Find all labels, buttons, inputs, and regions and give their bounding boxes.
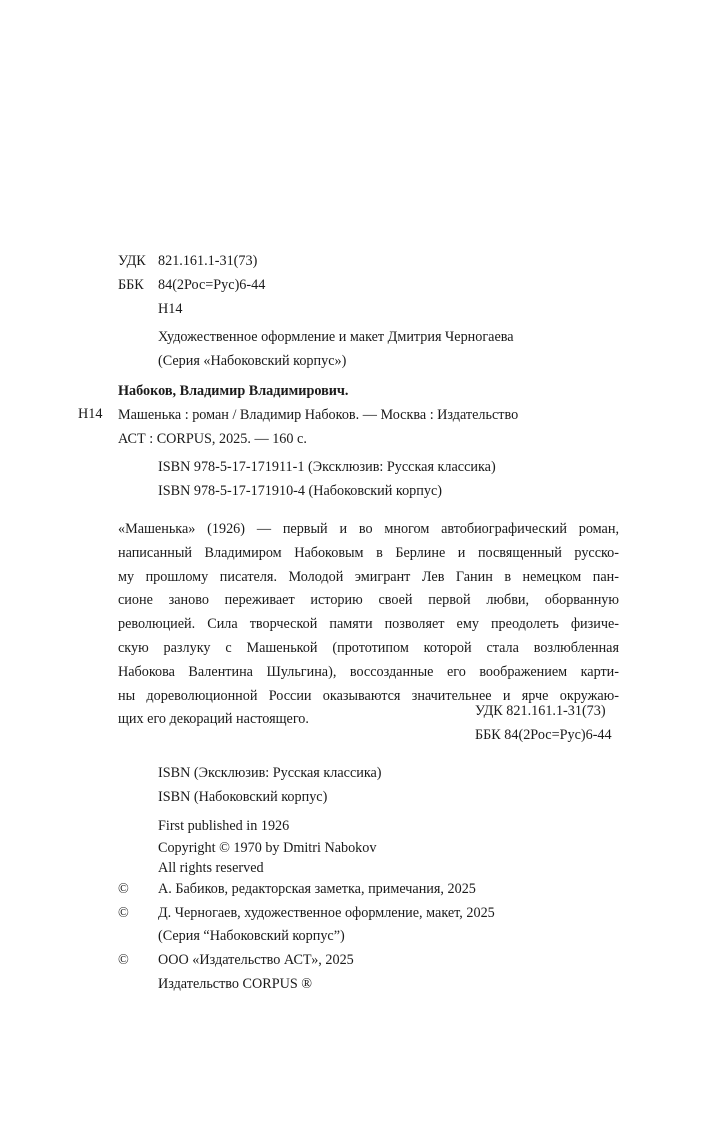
isbn-short-block xyxy=(118,762,618,810)
udk-label: УДК xyxy=(118,253,146,269)
title-line: Машенька : роман / Владимир Набоков. — Москва : Издательство xyxy=(118,406,519,423)
isbn-1: ISBN 978-5-17-171911-1 (Эксклюзив: Русская классика) xyxy=(158,459,496,475)
isbn-short-1: ISBN (Эксклюзив: Русская классика) xyxy=(158,765,382,781)
right-codes xyxy=(475,700,612,748)
annotation-line: ны дореволюционной России оказываются значительнее и ярче окружаю- xyxy=(118,687,619,704)
classification-block xyxy=(118,250,618,321)
copyright-symbol: © xyxy=(118,952,129,969)
first-published: First published in 1926 xyxy=(158,818,290,834)
copyright-item-cont: Издательство CORPUS ® xyxy=(158,975,313,992)
isbn-short-2: ISBN (Набоковский корпус) xyxy=(158,788,328,805)
annotation-line: сионе заново переживает историю своей первой любви, оборванную xyxy=(118,592,619,609)
design-credit: Художественное оформление и макет Дмитрия Черногаева xyxy=(158,329,514,345)
right-bbk: ББК 84(2Рос=Рус)6-44 xyxy=(475,726,612,743)
udk-row xyxy=(118,250,618,274)
copyright-item-text: Д. Черногаев, художественное оформление, макет, 2025 xyxy=(158,904,495,921)
copyright-item xyxy=(118,902,495,926)
udk-value: 821.161.1-31(73) xyxy=(158,253,258,269)
copyright-item-text: А. Бабиков, редакторская заметка, примечания, 2025 xyxy=(158,880,476,897)
bbk-row xyxy=(118,274,618,298)
side-author-mark: Н14 xyxy=(78,406,103,422)
copyright-item-text: ООО «Издательство АСТ», 2025 xyxy=(158,952,354,969)
copyright-block xyxy=(118,815,495,997)
annotation-line: щих его декораций настоящего. xyxy=(118,711,309,728)
isbn-block xyxy=(118,456,618,504)
author-mark: Н14 xyxy=(158,300,183,317)
annotation-line: написанный Владимиром Набоковым в Берлине и посвященный русско- xyxy=(118,544,619,561)
right-udk: УДК 821.161.1-31(73) xyxy=(475,703,606,719)
bbk-label: ББК xyxy=(118,276,144,293)
author-heading: Набоков, Владимир Владимирович. xyxy=(118,383,349,399)
copyright-symbol: © xyxy=(118,904,129,921)
copyright-item xyxy=(118,878,495,902)
annotation-line: революцией. Сила творческой памяти позволяет ему преодолеть физиче- xyxy=(118,616,619,633)
copyright-item xyxy=(118,949,495,973)
bibliographic-record xyxy=(118,380,638,451)
copyright-symbol: © xyxy=(118,880,129,897)
series-credit: (Серия «Набоковский корпус») xyxy=(158,352,347,369)
rights-line: All rights reserved xyxy=(158,859,264,876)
annotation-line: скую разлуку с Машенькой (прототипом которой стала возлюбленная xyxy=(118,639,619,656)
copyright-line: Copyright © 1970 by Dmitri Nabokov xyxy=(158,839,377,856)
credits-block xyxy=(118,326,618,374)
annotation-line: Набокова Валентина Шульгина), воссозданные его воображением карти- xyxy=(118,663,619,680)
annotation-line: му прошлому писателя. Молодой эмигрант Лев Ганин в немецком пан- xyxy=(118,568,619,585)
copyright-item-cont: (Серия “Набоковский корпус”) xyxy=(158,928,345,945)
isbn-2: ISBN 978-5-17-171910-4 (Набоковский корпус) xyxy=(158,482,442,499)
annotation-line: «Машенька» (1926) — первый и во многом автобиографический роман, xyxy=(118,521,619,537)
publisher-line: АСТ : CORPUS, 2025. — 160 с. xyxy=(118,430,307,447)
bbk-value: 84(2Рос=Рус)6-44 xyxy=(158,276,266,293)
